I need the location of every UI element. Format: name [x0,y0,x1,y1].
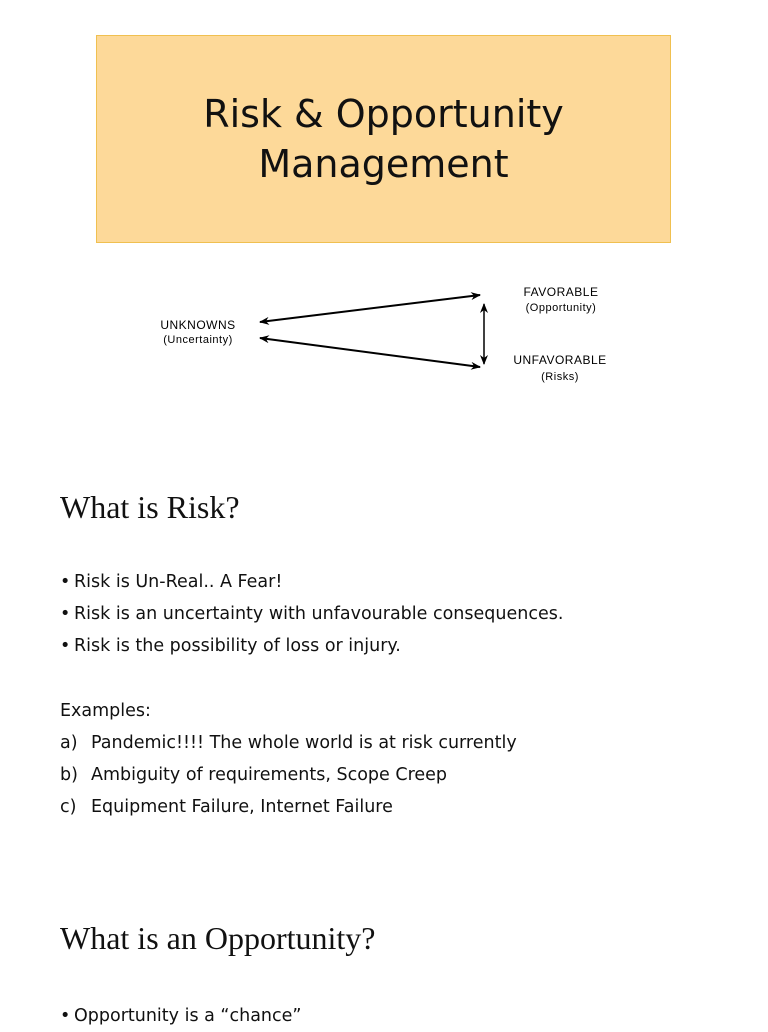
risk-bullet-list [60,566,563,662]
list-item [60,791,517,823]
opportunity-heading: What is an Opportunity? [60,920,376,956]
label-opportunity: (Opportunity) [525,302,597,314]
examples-block [60,695,517,823]
arrow-to-favorable [260,295,480,322]
risk-opportunity-diagram [140,276,640,392]
title-line-2: Management [258,142,509,186]
opportunity-bullet-list [60,1000,301,1032]
label-favorable: FAVORABLE [523,285,599,299]
label-risks: (Risks) [541,371,579,383]
example-text: Equipment Failure, Internet Failure [91,797,393,817]
bullet-text: Risk is the possibility of loss or injury. [74,636,401,656]
example-marker: c) [60,797,77,817]
list-item [60,727,517,759]
list-item [60,598,563,630]
bullet-text: Risk is Un-Real.. A Fear! [74,572,283,592]
label-unfavorable: UNFAVORABLE [513,353,607,367]
bullet-text: Risk is an uncertainty with unfavourable consequences. [74,604,564,624]
examples-label: Examples: [60,701,151,721]
example-text: Ambiguity of requirements, Scope Creep [91,765,448,785]
page-title [203,89,564,189]
example-marker: b) [60,765,78,785]
example-text: Pandemic!!!! The whole world is at risk currently [91,733,517,753]
label-unknowns: UNKNOWNS [160,318,236,332]
bullet-icon: • [60,604,71,624]
label-uncertainty: (Uncertainty) [163,334,233,346]
title-line-1: Risk & Opportunity [203,92,564,136]
list-item [60,630,563,662]
arrow-to-unfavorable [260,338,480,367]
bullet-icon: • [60,636,71,656]
title-banner [96,35,671,243]
bullet-text: Opportunity is a “chance” [74,1006,302,1026]
list-item [60,759,517,791]
list-item [60,1000,301,1032]
bullet-icon: • [60,1006,71,1026]
example-marker: a) [60,733,78,753]
bullet-icon: • [60,572,71,592]
risk-heading: What is Risk? [60,489,240,525]
list-item [60,566,563,598]
